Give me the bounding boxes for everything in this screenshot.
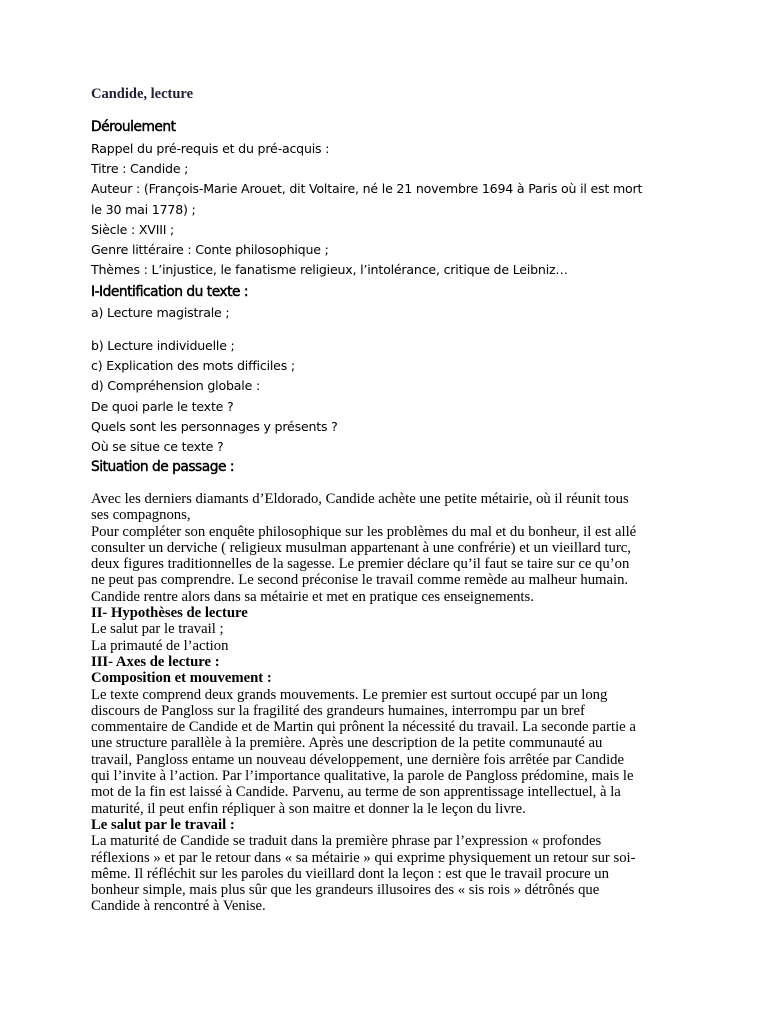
question-1: De quoi parle le texte ?: [91, 398, 234, 414]
heading-composition: Composition et mouvement :: [91, 670, 272, 687]
hypothese-1: Le salut par le travail ;: [91, 621, 224, 638]
text-line: même. Il réfléchit sur les paroles du vieillard dont la leçon : est que le travail procure un: [91, 865, 609, 882]
text-line: ses compagnons,: [91, 507, 191, 524]
text-line: commentaire de Candide et de Martin qui prônent la nécessité du travail. La seconde partie a: [91, 719, 636, 736]
auteur-line-1: Auteur : (François-Marie Arouet, dit Voltaire, né le 21 novembre 1694 à Paris où il est mort: [91, 181, 643, 197]
text-line: mot de la fin est laissé à Candide. Parvenu, au terme de son apprentissage intellectuel, à la: [91, 784, 621, 801]
lecture-magistrale-line: a) Lecture magistrale ;: [91, 305, 230, 320]
text-line: travail, Pangloss entame un nouveau développement, une dernière fois arrêtée par Candide: [91, 751, 625, 768]
text-line: deux figures traditionnelles de la sagesse. Le premier déclare qu’il faut se taire sur ce qu’on: [91, 556, 630, 573]
paragraph-situation: [91, 491, 681, 605]
text-line: Candide à rencontré à Venise.: [91, 898, 266, 915]
text-line: ne peut pas comprendre. Le second préconise le travail comme remède au malheur humain.: [91, 572, 629, 589]
paragraph-salut: [91, 833, 681, 914]
text-line: Le texte comprend deux grands mouvements. Le premier est surtout occupé par un long: [91, 686, 608, 703]
rappel-line: Rappel du pré-requis et du pré-acquis :: [91, 141, 330, 156]
question-2: Quels sont les personnages y présents ?: [91, 418, 338, 434]
heading-salut: Le salut par le travail :: [91, 816, 235, 833]
explication-line: c) Explication des mots difficiles ;: [91, 358, 295, 374]
genre-line: Genre littéraire : Conte philosophique ;: [91, 242, 329, 258]
text-line: consulter un derviche ( religieux musulman appartenant à une confrérie) et un vieillard turc,: [91, 539, 631, 556]
heading-axes: III- Axes de lecture :: [91, 653, 220, 670]
serif-body: [91, 491, 681, 915]
lecture-individuelle-line: b) Lecture individuelle ;: [91, 338, 235, 353]
text-line: Candide rentre alors dans sa métairie et met en pratique ces enseignements.: [91, 588, 534, 605]
hypothese-2: La primauté de l’action: [91, 637, 229, 654]
identification-list: [91, 336, 681, 457]
titre-line: Titre : Candide ;: [91, 161, 189, 177]
text-line: Pour compléter son enquête philosophique sur les problèmes du mal et du bonheur, il est allé: [91, 523, 637, 540]
text-line: bonheur simple, mais plus sûr que les grandeurs illusoires des « sis rois » détrônés que: [91, 882, 600, 899]
siecle-line: Siècle : XVIII ;: [91, 221, 175, 237]
paragraph-composition: [91, 687, 681, 817]
text-line: Avec les derniers diamants d’Eldorado, Candide achète une petite métairie, où il réunit tous: [91, 491, 629, 507]
heading-situation: Situation de passage :: [91, 459, 234, 475]
heading-deroulement: Déroulement: [91, 119, 176, 135]
auteur-line-2: le 30 mai 1778) ;: [91, 201, 196, 217]
text-line: qui l’invite à l’action. Par l’importance qualitative, la parole de Pangloss prédomine, mais le: [91, 768, 634, 785]
question-3: Où se situe ce texte ?: [91, 439, 224, 455]
text-line: maturité, il peut enfin répliquer à son maitre et donner la le leçon du livre.: [91, 800, 526, 817]
text-line: discours de Pangloss sur la fragilité des grandeurs humaines, interrompu par un bref: [91, 702, 585, 719]
document-title: Candide, lecture: [91, 86, 194, 102]
themes-line: Thèmes : L’injustice, le fanatisme religieux, l’intolérance, critique de Leibniz…: [91, 262, 568, 278]
identification-a: [91, 303, 681, 323]
text-line: réflexions » et par le retour dans « sa métairie » qui exprime physiquement un retour sur soi-: [91, 849, 636, 866]
comprehension-line: d) Compréhension globale :: [91, 378, 260, 394]
text-line: La maturité de Candide se traduit dans la première phrase par l’expression « profondes: [91, 833, 602, 850]
deroulement-list: [91, 139, 681, 280]
heading-hypotheses: II- Hypothèses de lecture: [91, 605, 248, 622]
text-line: une structure parallèle à la première. Après une description de la petite communauté au: [91, 735, 603, 752]
heading-identification: I-Identification du texte :: [91, 284, 249, 300]
